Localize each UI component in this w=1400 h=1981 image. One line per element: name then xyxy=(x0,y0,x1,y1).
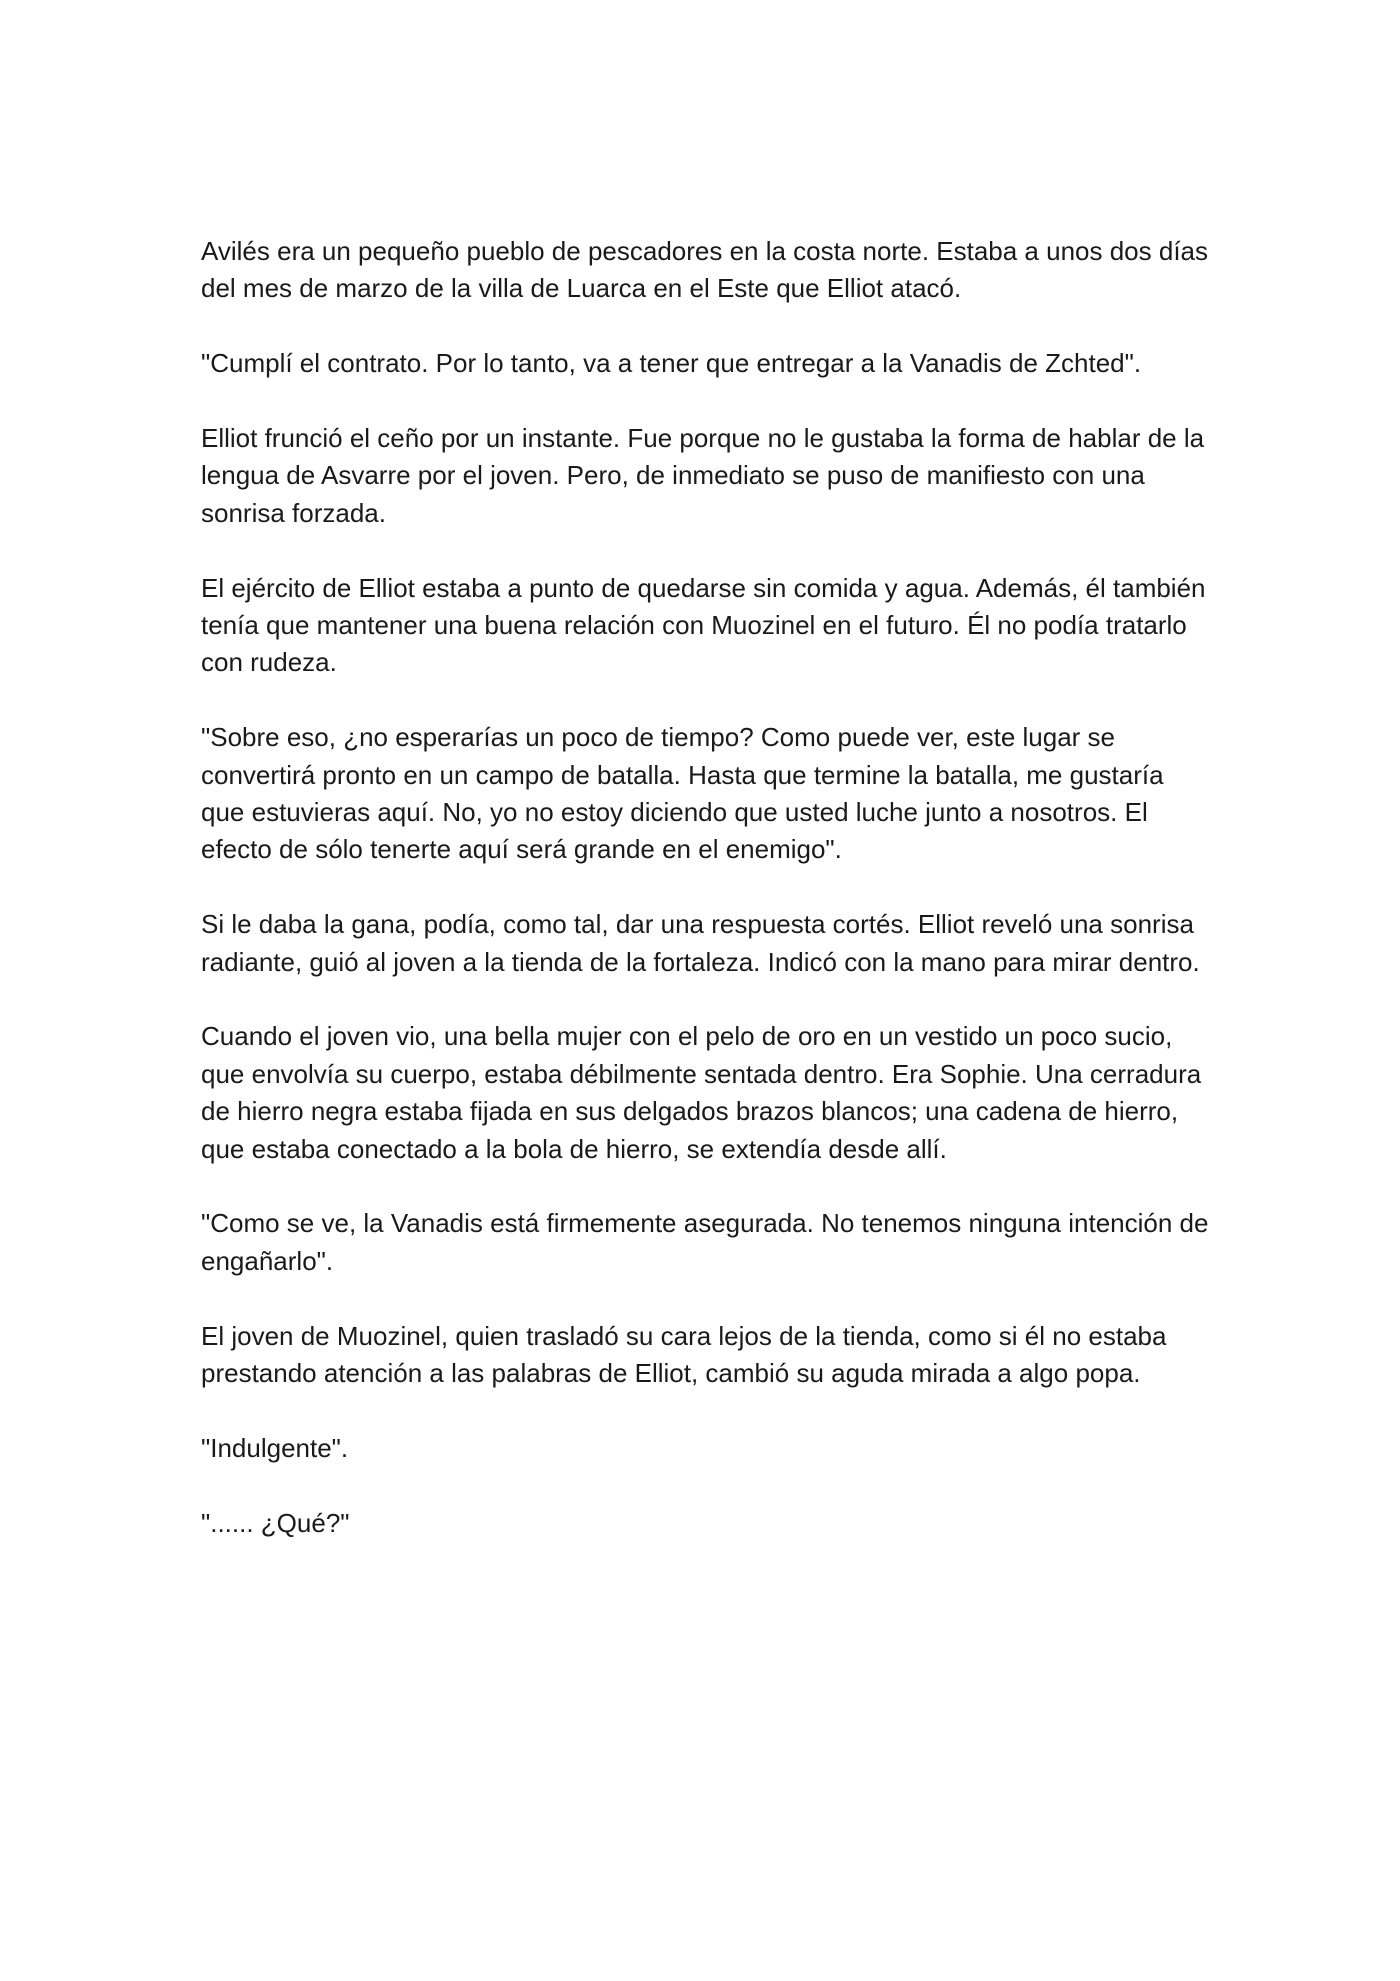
paragraph: El joven de Muozinel, quien trasladó su cara lejos de la tienda, como si él no estaba prestando atención a las palabras de Elliot, cambió su aguda mirada a algo popa. xyxy=(201,1320,1167,1389)
paragraph: "Como se ve, la Vanadis está firmemente asegurada. No tenemos ninguna intención de engañarlo". xyxy=(201,1208,1209,1276)
paragraph: El ejército de Elliot estaba a punto de quedarse sin comida y agua. Además, él también tenía que mantener una buena relación con Muozinel en el futuro. Él no podía tratarlo con rudeza. xyxy=(201,572,1206,678)
paragraph: Cuando el joven vio, una bella mujer con el pelo de oro en un vestido un poco sucio, que envolvía su cuerpo, estaba débilmente sentada dentro. Era Sophie. Una cerradura de hierro negra estaba fijada en sus delgados brazos blancos; una cadena de hierro, que estaba conectado a la bola de hierro, se extendía desde allí. xyxy=(201,1021,1202,1164)
paragraph: "...... ¿Qué?" xyxy=(201,1507,350,1538)
document-body xyxy=(201,233,1211,1542)
paragraph: "Cumplí el contrato. Por lo tanto, va a tener que entregar a la Vanadis de Zchted". xyxy=(201,348,1142,379)
paragraph: Avilés era un pequeño pueblo de pescadores en la costa norte. Estaba a unos dos días del mes de marzo de la villa de Luarca en el Este que Elliot atacó. xyxy=(201,236,1209,304)
paragraph: "Sobre eso, ¿no esperarías un poco de tiempo? Como puede ver, este lugar se convertirá pronto en un campo de batalla. Hasta que termine la batalla, me gustaría que estuvieras aquí. No, yo no estoy diciendo que usted luche junto a nosotros. El efecto de sólo tenerte aquí será grande en el enemigo". xyxy=(201,722,1164,865)
paragraph: Si le daba la gana, podía, como tal, dar una respuesta cortés. Elliot reveló una sonrisa radiante, guió al joven a la tienda de la fortaleza. Indicó con la mano para mirar dentro. xyxy=(201,909,1200,977)
paragraph: "Indulgente". xyxy=(201,1432,349,1463)
paragraph: Elliot frunció el ceño por un instante. Fue porque no le gustaba la forma de hablar de la lengua de Asvarre por el joven. Pero, de inmediato se puso de manifiesto con una sonrisa forzada. xyxy=(201,423,1205,528)
